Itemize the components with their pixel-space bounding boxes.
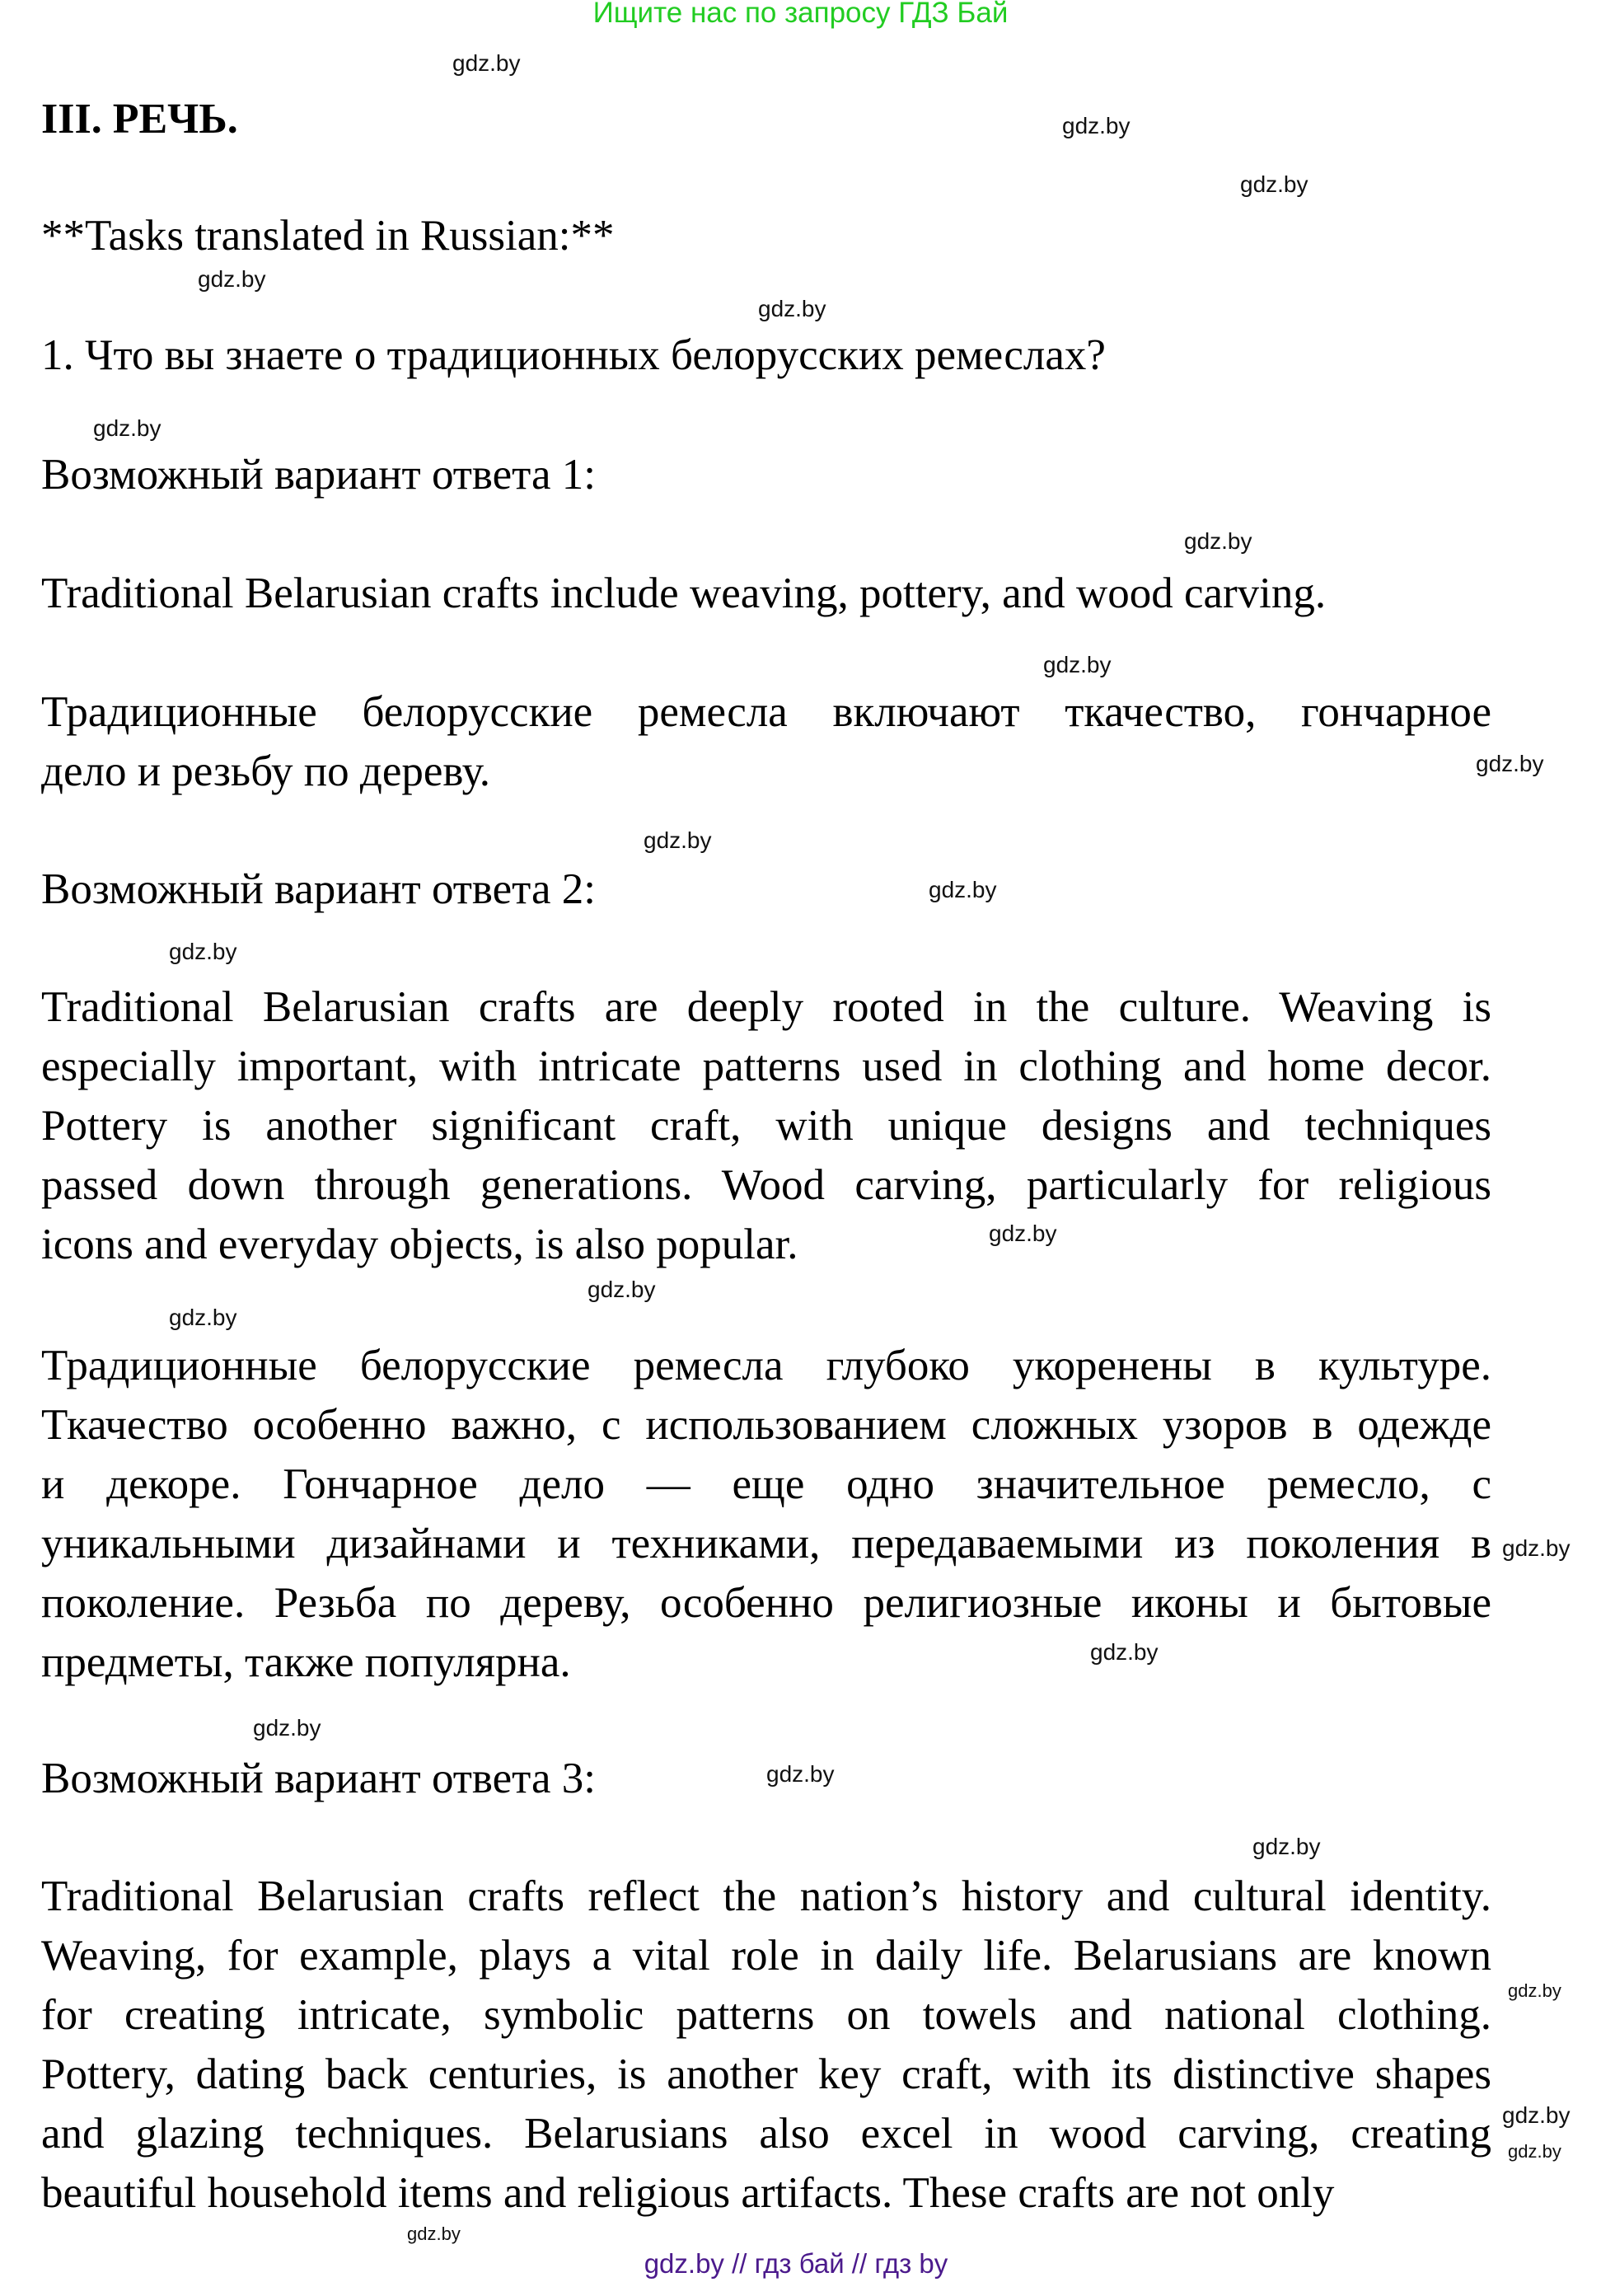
watermark: gdz.by [452, 50, 521, 76]
watermark: gdz.by [644, 827, 712, 853]
watermark: gdz.by [1184, 528, 1252, 554]
text-line: Ткачество особенно важно, с использованием сложных узоров в одежде [41, 1401, 1491, 1449]
watermark: gdz.by [588, 1277, 656, 1302]
watermark: gdz.by [169, 939, 237, 964]
tasks-note: **Tasks translated in Russian:** [41, 212, 615, 260]
question-1: 1. Что вы знаете о традиционных белорусских ремеслах? [41, 331, 1106, 379]
variant-1-label: Возможный вариант ответа 1: [41, 451, 596, 499]
watermark: gdz.by [766, 1761, 835, 1787]
text-line: Traditional Belarusian crafts are deeply rooted in the culture. Weaving is [41, 983, 1491, 1031]
watermark: gdz.by [93, 415, 162, 441]
watermark: gdz.by [253, 1715, 321, 1741]
text-line: icons and everyday objects, is also popular. [41, 1221, 798, 1268]
text-line: дело и резьбу по дереву. [41, 747, 491, 795]
section-heading: III. РЕЧЬ. [41, 96, 238, 143]
text-line: Weaving, for example, plays a vital role in daily life. Belarusians are known [41, 1932, 1491, 1980]
text-line: passed down through generations. Wood carving, particularly for religious [41, 1161, 1491, 1209]
watermark: gdz.by [407, 2223, 461, 2244]
variant-2-english [41, 977, 1491, 1274]
watermark: gdz.by [1090, 1639, 1159, 1665]
watermark: gdz.by [1508, 2141, 1561, 2162]
watermark: gdz.by [989, 1221, 1057, 1246]
variant-2-label: Возможный вариант ответа 2: [41, 865, 596, 913]
watermark: gdz.by [1502, 2102, 1571, 2128]
text-line: Pottery is another significant craft, with unique designs and techniques [41, 1102, 1491, 1150]
watermark: gdz.by [169, 1305, 237, 1330]
search-banner: Ищите нас по запросу ГДЗ Бай [592, 0, 1009, 29]
variant-3-label: Возможный вариант ответа 3: [41, 1755, 596, 1802]
text-line: и декоре. Гончарное дело — еще одно значительное ремесло, с [41, 1460, 1491, 1508]
text-line: Традиционные белорусские ремесла глубоко укоренены в культуре. [41, 1342, 1491, 1389]
watermark: gdz.by [1476, 751, 1544, 776]
text-line: уникальными дизайнами и техниками, передаваемыми из поколения в [41, 1520, 1491, 1567]
text-line: for creating intricate, symbolic patterns on towels and national clothing. [41, 1991, 1491, 2039]
text-line: Traditional Belarusian crafts include weaving, pottery, and wood carving. [41, 569, 1327, 617]
watermark: gdz.by [198, 266, 266, 292]
watermark: gdz.by [1502, 1535, 1571, 1561]
watermark: gdz.by [1043, 652, 1112, 677]
watermark: gdz.by [1240, 171, 1308, 197]
watermark: gdz.by [758, 296, 826, 321]
variant-1-english [41, 564, 1491, 623]
variant-3-english [41, 1867, 1491, 2223]
variant-1-russian [41, 682, 1491, 801]
variant-2-russian [41, 1336, 1491, 1692]
text-line: предметы, также популярна. [41, 1638, 571, 1686]
text-line: Традиционные белорусские ремесла включают ткачество, гончарное [41, 688, 1491, 736]
watermark: gdz.by [1062, 113, 1131, 138]
footer-banner: gdz.by // гдз бай // гдз by [644, 2248, 948, 2279]
watermark: gdz.by [1252, 1834, 1321, 1859]
text-line: поколение. Резьба по дереву, особенно религиозные иконы и бытовые [41, 1579, 1491, 1627]
text-line: beautiful household items and religious artifacts. These crafts are not only [41, 2169, 1335, 2217]
text-line: especially important, with intricate patterns used in clothing and home decor. [41, 1043, 1491, 1090]
watermark: gdz.by [1508, 1980, 1561, 2001]
text-line: Pottery, dating back centuries, is another key craft, with its distinctive shapes [41, 2050, 1491, 2098]
text-line: Traditional Belarusian crafts reflect the nation’s history and cultural identity. [41, 1872, 1491, 1920]
text-line: and glazing techniques. Belarusians also excel in wood carving, creating [41, 2110, 1491, 2158]
watermark: gdz.by [929, 877, 997, 902]
